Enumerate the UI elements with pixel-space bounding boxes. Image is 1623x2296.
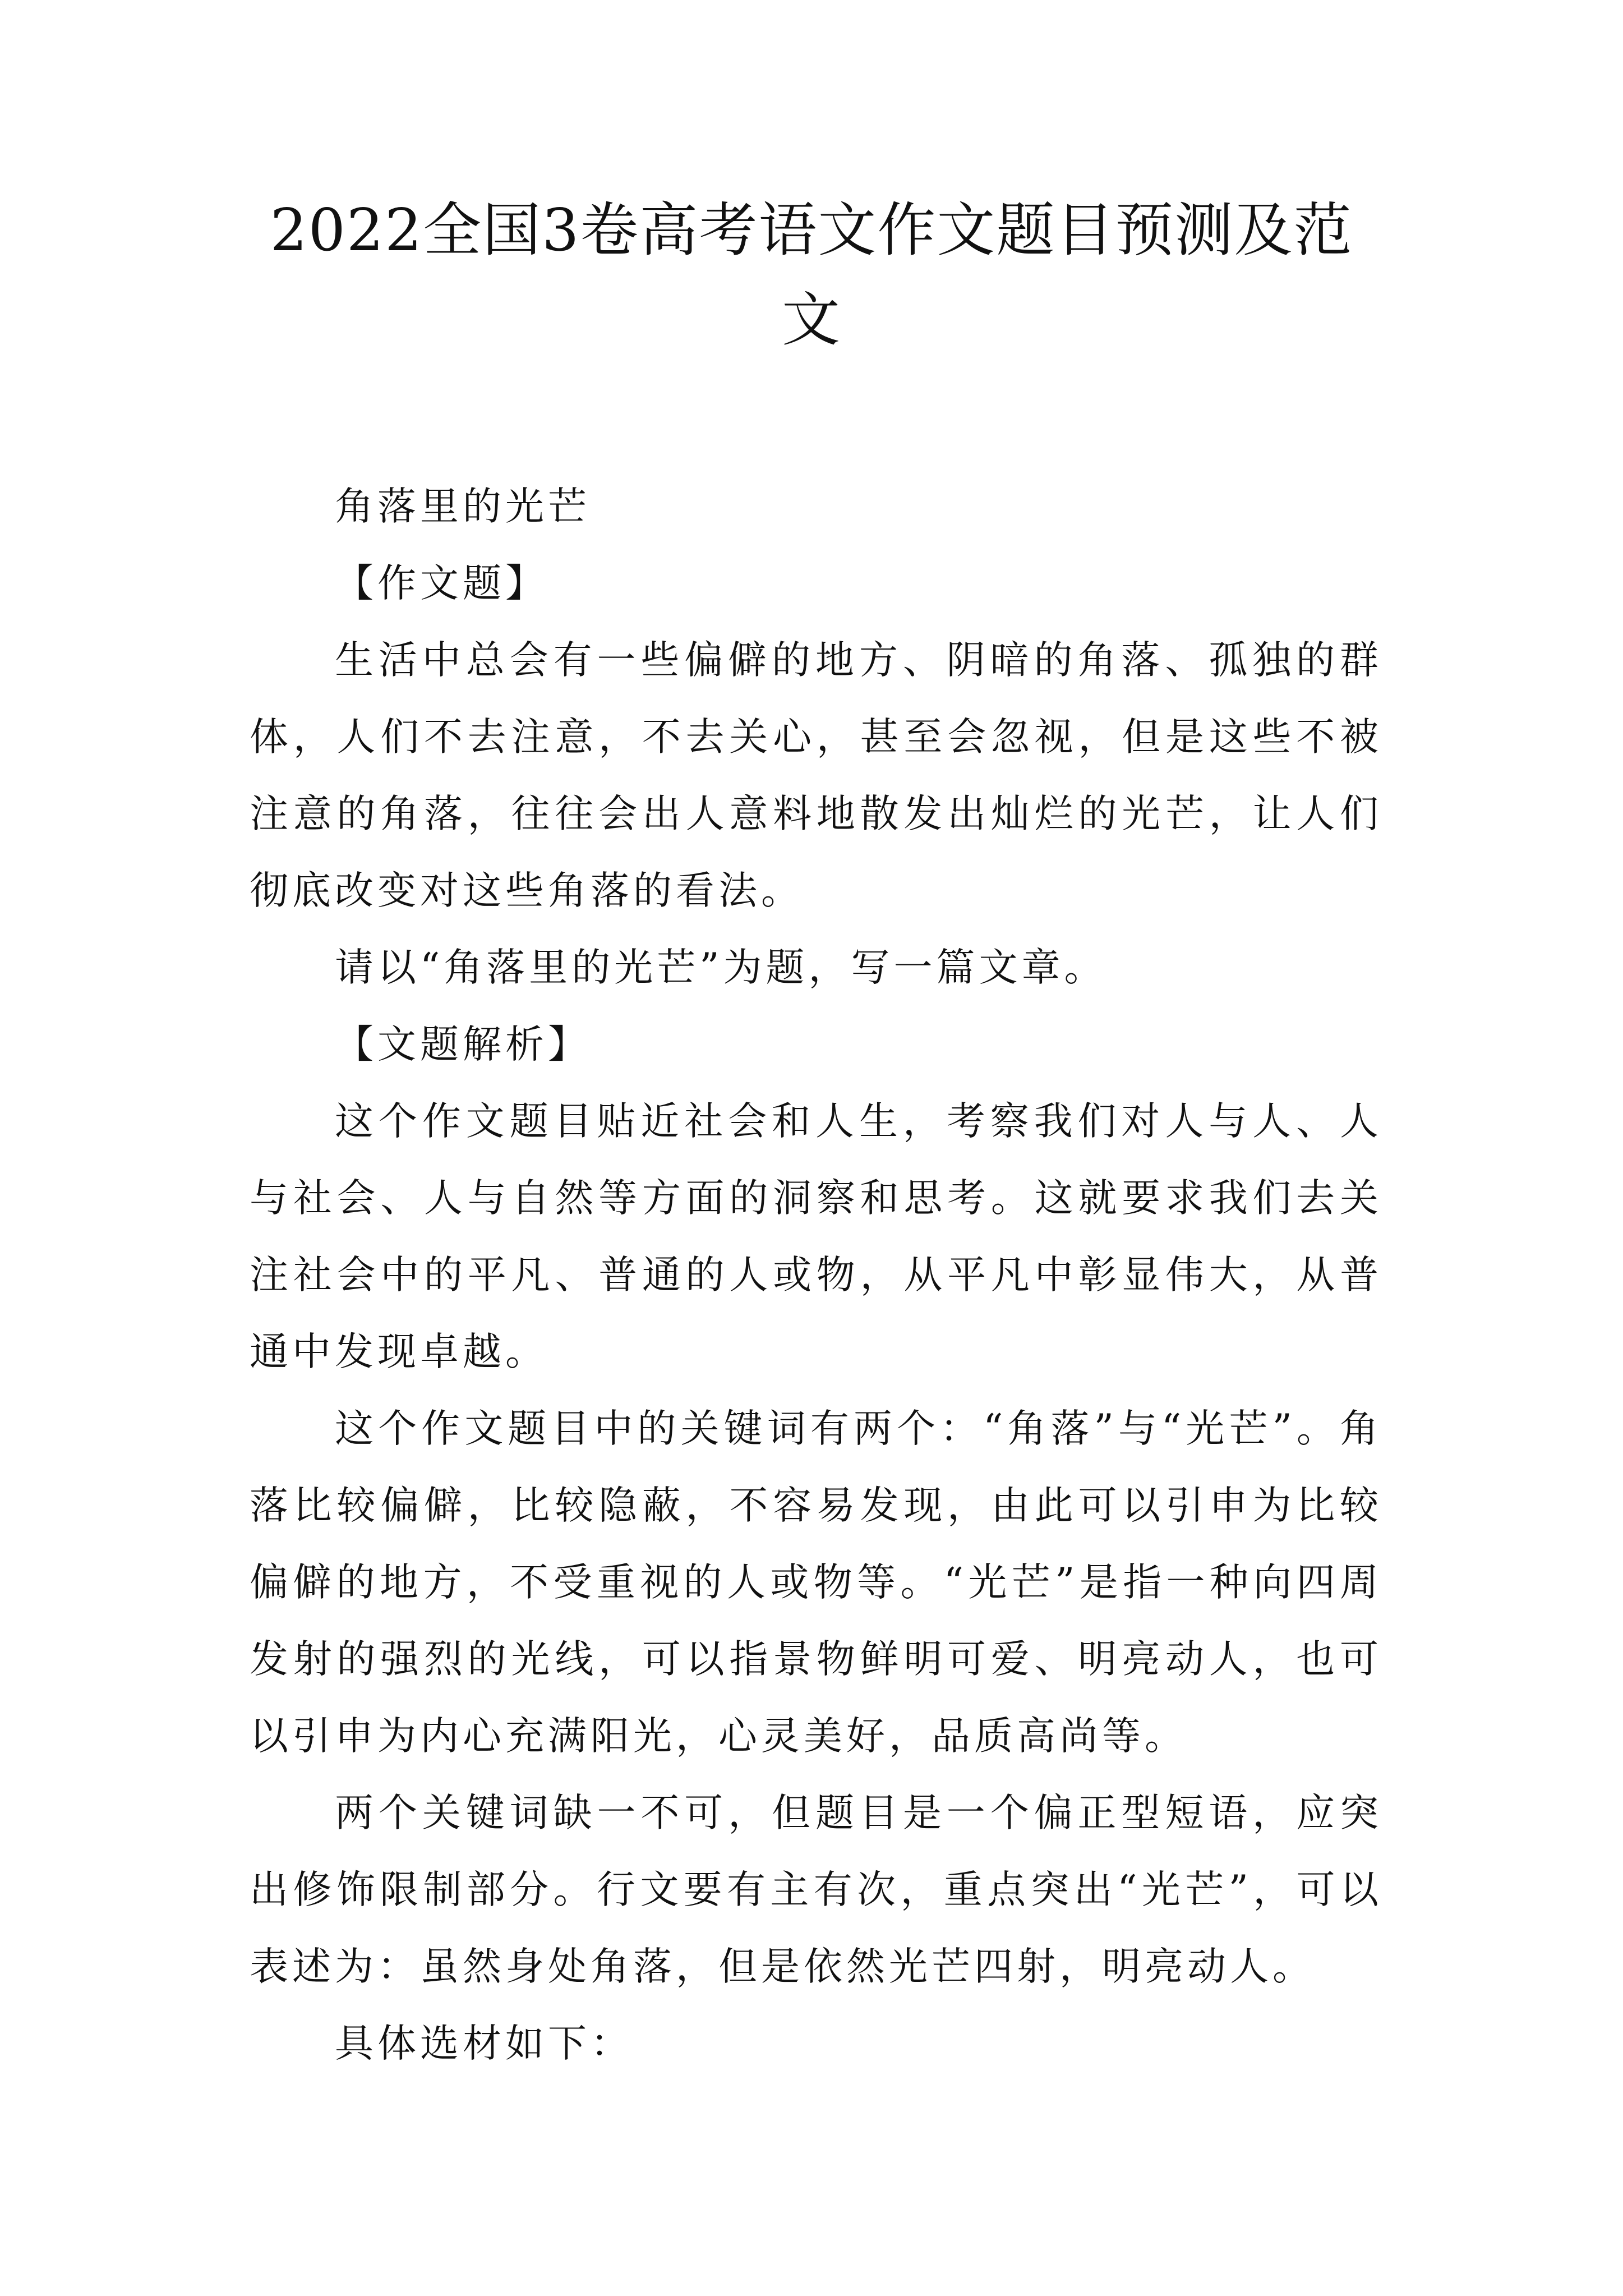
essay-heading: 角落里的光芒 xyxy=(335,484,591,529)
analysis-paragraph-2: 这个作文题目中的关键词有两个：“角落”与“光芒”。角落比较偏僻，比较隐蔽，不容易发现，由此可以引申为比较偏僻的地方，不受重视的人或物等。“光芒”是指一种向四周发射的强烈的光线，可以指景物鲜明可爱、明亮动人，也可以引申为内心充满阳光，心灵美好，品质高尚等。 xyxy=(250,1406,1382,1759)
section-label-prompt: 【作文题】 xyxy=(335,561,548,606)
analysis-paragraph-1: 这个作文题目贴近社会和人生，考察我们对人与人、人与社会、人与自然等方面的洞察和思考。这就要求我们去关注社会中的平凡、普通的人或物，从平凡中彰显伟大，从普通中发现卓越。 xyxy=(250,1099,1382,1374)
document-body xyxy=(250,468,1382,2082)
analysis-paragraph-3: 两个关键词缺一不可，但题目是一个偏正型短语，应突出修饰限制部分。行文要有主有次，重点突出“光芒”，可以表述为：虽然身处角落，但是依然光芒四射，明亮动人。 xyxy=(250,1791,1382,1989)
title-line-1: 2022全国3卷高考语文作文题目预测及范 xyxy=(270,196,1353,264)
prompt-paragraph: 生活中总会有一些偏僻的地方、阴暗的角落、孤独的群体，人们不去注意，不去关心，甚至会忽视，但是这些不被注意的角落，往往会出人意料地散发出灿烂的光芒，让人们彻底改变对这些角落的看法。 xyxy=(250,638,1382,913)
material-intro: 具体选材如下： xyxy=(335,2021,633,2066)
section-label-analysis: 【文题解析】 xyxy=(335,1022,591,1067)
title-line-2: 文 xyxy=(781,286,841,354)
prompt-instruction: 请以“角落里的光芒”为题，写一篇文章。 xyxy=(335,945,1107,990)
document-title xyxy=(213,185,1410,365)
